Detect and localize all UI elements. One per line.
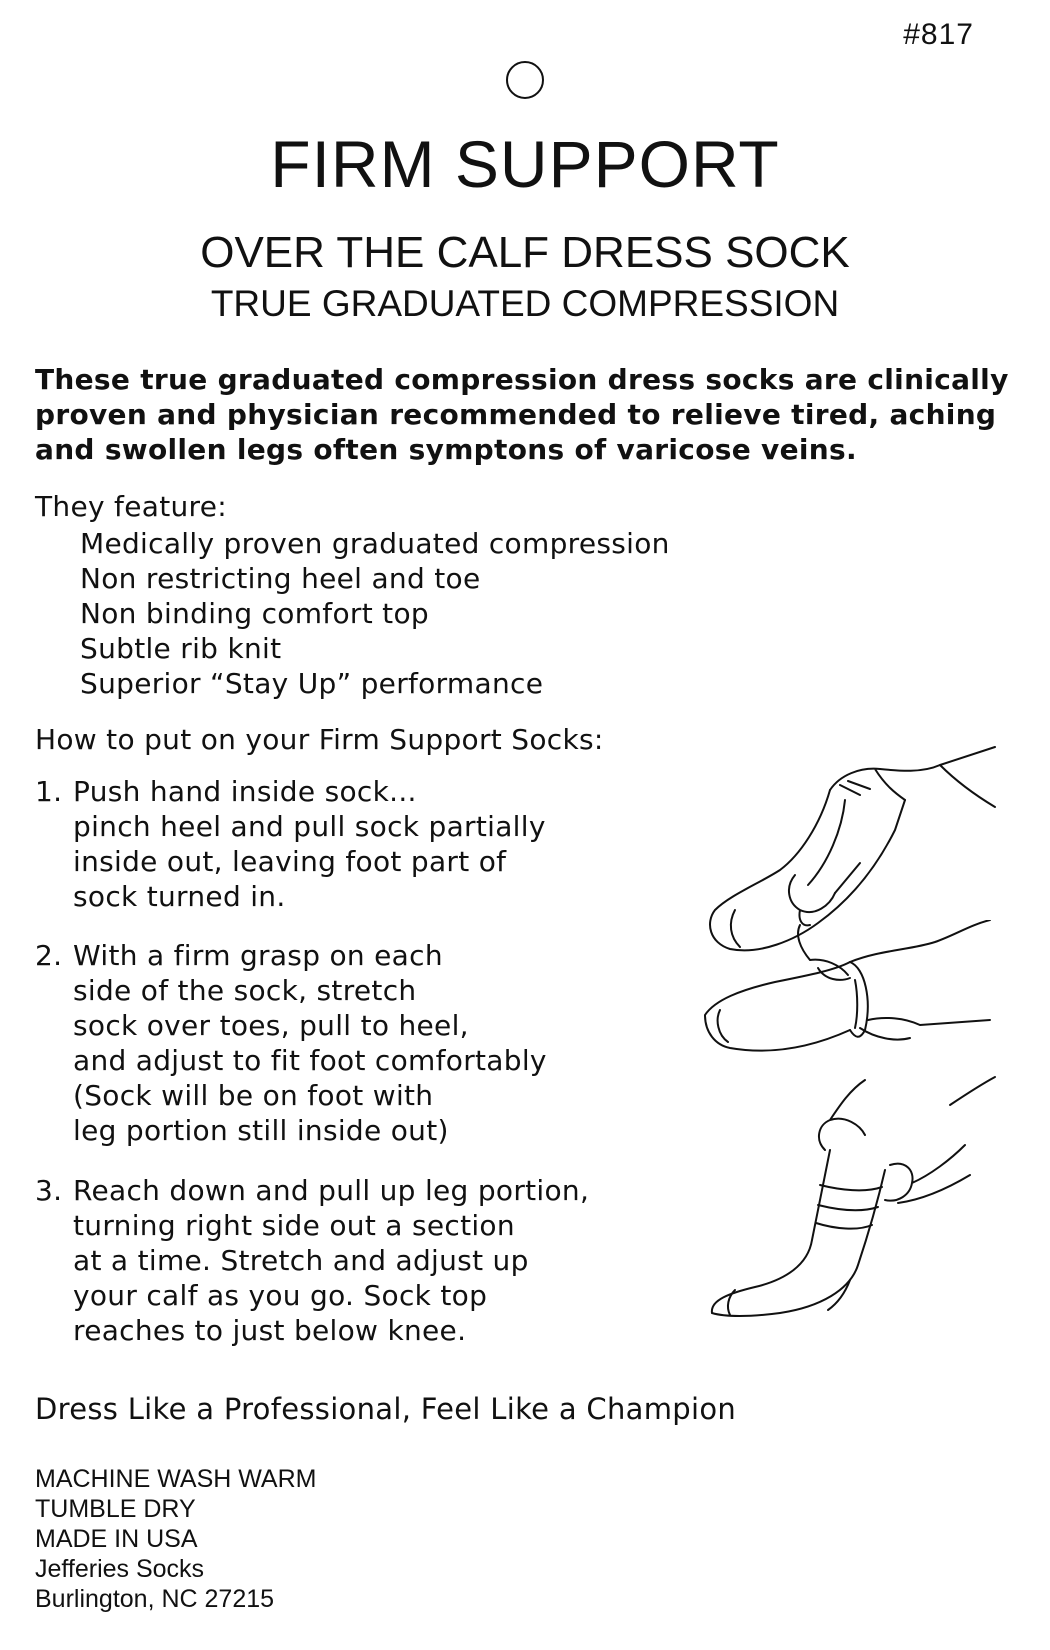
- care-line: Burlington, NC 27215: [35, 1585, 275, 1613]
- step-line: Reach down and pull up leg portion,: [73, 1174, 590, 1207]
- care-line: TUMBLE DRY: [35, 1495, 196, 1523]
- features-label: They feature:: [35, 490, 227, 523]
- step-2: [35, 938, 547, 1148]
- care-instructions: [35, 1464, 316, 1614]
- feature-item: Non binding comfort top: [80, 597, 429, 630]
- feature-item: Superior “Stay Up” performance: [80, 667, 544, 700]
- foot-sock-outline: [705, 962, 850, 1051]
- step-line: your calf as you go. Sock top: [73, 1279, 488, 1312]
- step-3-illustration: [700, 1075, 1000, 1320]
- upper-hand: [830, 765, 940, 800]
- step-line: Push hand inside sock...: [73, 775, 417, 808]
- intro-line: and swollen legs often symptons of varicose veins.: [35, 433, 857, 466]
- step-number: 1.: [35, 775, 63, 808]
- features-list: [80, 526, 670, 701]
- step-line: side of the sock, stretch: [73, 974, 417, 1007]
- step-line: (Sock will be on foot with: [73, 1079, 434, 1112]
- product-tagline: TRUE GRADUATED COMPRESSION: [210, 283, 840, 324]
- toe-line: [718, 1010, 728, 1042]
- step-line: reaches to just below knee.: [73, 1314, 467, 1347]
- product-subtitle: OVER THE CALF DRESS SOCK: [200, 228, 850, 277]
- intro-line: proven and physician recommended to relieve tired, aching: [35, 398, 997, 431]
- step-line: turning right side out a section: [73, 1209, 515, 1242]
- feature-item: Subtle rib knit: [80, 632, 282, 665]
- step-line: sock over toes, pull to heel,: [73, 1009, 469, 1042]
- item-number: #817: [903, 18, 974, 51]
- step-3: [35, 1173, 589, 1348]
- sock-cuff: [850, 962, 868, 1037]
- step-number: 3.: [35, 1174, 63, 1207]
- feature-item: Medically proven graduated compression: [80, 527, 670, 560]
- step-line: and adjust to fit foot comfortably: [73, 1044, 547, 1077]
- lower-hand: [789, 875, 835, 925]
- leg-front: [712, 1150, 830, 1313]
- intro-paragraph: [35, 362, 1025, 467]
- step-line: leg portion still inside out): [73, 1114, 449, 1147]
- tagline: Dress Like a Professional, Feel Like a Champion: [35, 1392, 737, 1426]
- sock-inner-fold: [808, 800, 845, 885]
- step-line: sock turned in.: [73, 880, 286, 913]
- care-line: MACHINE WASH WARM: [35, 1465, 317, 1493]
- howto-label: How to put on your Firm Support Socks:: [35, 723, 604, 756]
- step-line: pinch heel and pull sock partially: [73, 810, 546, 843]
- care-line: MADE IN USA: [35, 1525, 198, 1553]
- right-hand: [860, 1018, 990, 1040]
- step-line: at a time. Stretch and adjust up: [73, 1244, 529, 1277]
- step-1: [35, 774, 546, 914]
- step-number: 2.: [35, 939, 63, 972]
- sock-cuff-inner: [855, 980, 857, 1028]
- right-leg: [850, 920, 990, 962]
- leg-back: [712, 1170, 885, 1316]
- upper-arm: [940, 747, 995, 807]
- step-line: With a firm grasp on each: [73, 939, 443, 972]
- arm-top: [950, 1077, 995, 1105]
- care-line: Jefferies Socks: [35, 1555, 205, 1583]
- step-line: inside out, leaving foot part of: [73, 845, 507, 878]
- intro-line: These true graduated compression dress socks are clinically: [35, 363, 1009, 396]
- upper-hand: [819, 1080, 865, 1150]
- feature-item: Non restricting heel and toe: [80, 562, 481, 595]
- lower-hand: [885, 1145, 970, 1203]
- hang-hole: [506, 61, 544, 99]
- page-title: FIRM SUPPORT: [270, 127, 780, 201]
